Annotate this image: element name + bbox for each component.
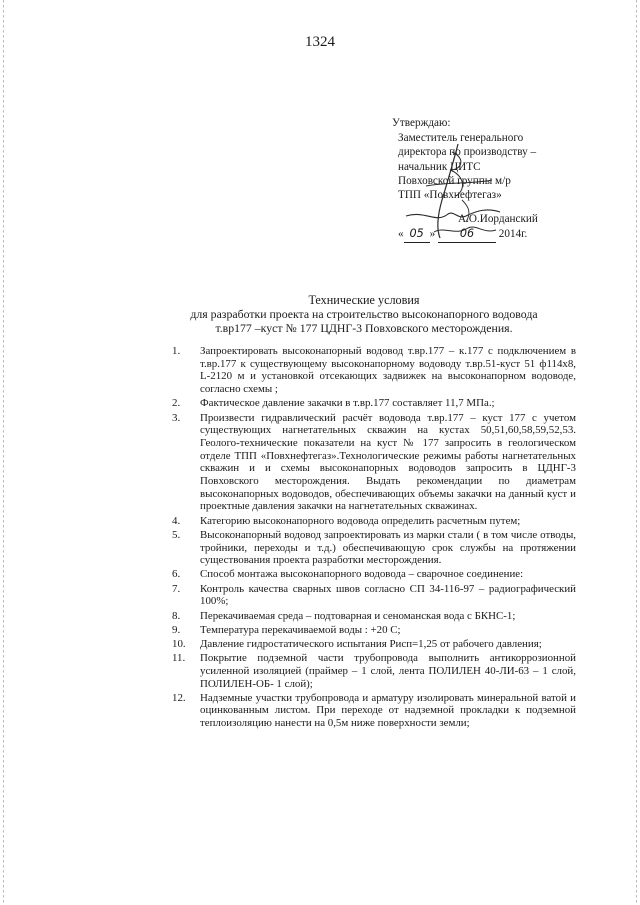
item-text: Перекачиваемая среда – подтоварная и сеноманская вода с БКНС-1; [200,609,516,622]
list-item [172,412,576,514]
item-number: 1. [172,345,181,357]
item-text: Давление гидростатического испытания Рисп=1,25 от рабочего давления; [200,637,542,650]
item-number: 3. [172,411,181,424]
list-item [172,397,576,410]
item-number: 11. [172,652,186,665]
date-day: 05 [404,227,430,242]
list-item [172,610,576,623]
item-number: 2. [172,397,181,410]
date-open-quote: « [398,228,404,241]
item-text: Температура перекачиваемой воды : +20 С; [200,623,401,636]
conditions-list [172,345,576,731]
item-text: Категорию высоконапорного водовода определить расчетным путем; [200,514,521,527]
document-title [150,293,578,336]
date-close-quote: » [429,228,436,241]
item-number: 4. [172,514,181,527]
item-number: 7. [172,582,181,595]
list-item [172,515,576,528]
approval-line: начальник ЦИТС [398,160,481,173]
list-item [172,345,576,396]
list-item [172,583,576,608]
approval-title: Утверждаю: [392,117,451,129]
approval-line: Повховской группы м/р [398,174,511,187]
item-text: Покрытие подземной части трубопровода выполнить антикоррозионной усиленной изоляцией (праймер – 1 слой, лента ПОЛИЛЕН 40-ЛИ-63 – 1 слой, ПОЛИЛЕН-ОБ- 1 слой); [200,652,576,690]
title-line-3: т.вр177 –куст № 177 ЦДНГ-3 Повховского месторождения. [215,321,513,336]
page-number: 1324 [305,34,335,50]
item-text: Надземные участки трубопровода и арматуру изолировать минеральной ватой и оцинкованным листом. При переходе от надземной прокладки к подземной теплоизоляцию нанести на 0,5м ниже поверхности земли; [200,691,576,730]
scan-right-edge [636,0,637,905]
date-year: 2014г. [498,228,528,241]
item-number: 6. [172,568,181,581]
approval-line: директора по производству – [398,146,537,159]
approval-line: ТПП «Повхнефтегаз» [398,189,502,202]
list-item [172,652,576,690]
item-number: 9. [172,623,181,636]
title-line-2: для разработки проекта на строительство высоконапорного водовода [190,307,538,322]
item-text: Произвести гидравлический расчёт водовода т.вр.177 – куст 177 с учетом существующих нагнетательных скважин на кустах 50,51,60,58,59,52,53. Геолого-технические показатели на куст № 177 запросить в геологическом отделе ТПП «Повхнефтегаз».Технологические режимы работы нагнетательных скважин и и схемы высоконапорных водоводов запросить в ЦДНГ-3 Повховского месторождения. Выдать рекомендации по диаметрам высоконапорных водоводов, обеспечивающих объемы закачки на данный куст и проектные давления закачки на нагнетательных скважинах. [200,411,576,513]
item-text: Фактическое давление закачки в т.вр.177 составляет 11,7 МПа.; [200,397,495,410]
item-text: Запроектировать высоконапорный водовод т.вр.177 – к.177 с подключением в т.вр.177 к существующему высоконапорному водоводу т.вр.51-куст 51 ф114х8, L-2120 м и установкой отсекающих задвижек на высоконапорном водоводе, согласно схемы ; [200,345,576,396]
item-text: Высоконапорный водовод запроектировать из марки стали ( в том числе отводы, тройники, переходы и т.д.) обеспечивающую срок службы на протяжении существования проекта разработки месторождения. [200,528,576,567]
item-number: 10. [172,637,186,650]
signer-name: А.О.Иорданский [458,213,538,226]
item-text: Контроль качества сварных швов согласно СП 34-116-97 – радиографический 100%; [200,582,576,608]
item-text: Способ монтажа высоконапорного водовода – сварочное соединение: [200,568,524,581]
title-line-1: Технические условия [308,293,420,307]
approval-date [398,227,598,242]
date-month: 06 [438,227,496,242]
list-item [172,624,576,637]
approval-line: Заместитель генерального [398,132,524,145]
item-number: 8. [172,609,181,622]
list-item [172,529,576,567]
approval-block [392,116,598,243]
item-number: 12. [172,691,186,704]
list-item [172,638,576,651]
scan-left-edge [3,0,4,905]
list-item [172,568,576,581]
item-number: 5. [172,528,181,541]
list-item [172,692,576,730]
